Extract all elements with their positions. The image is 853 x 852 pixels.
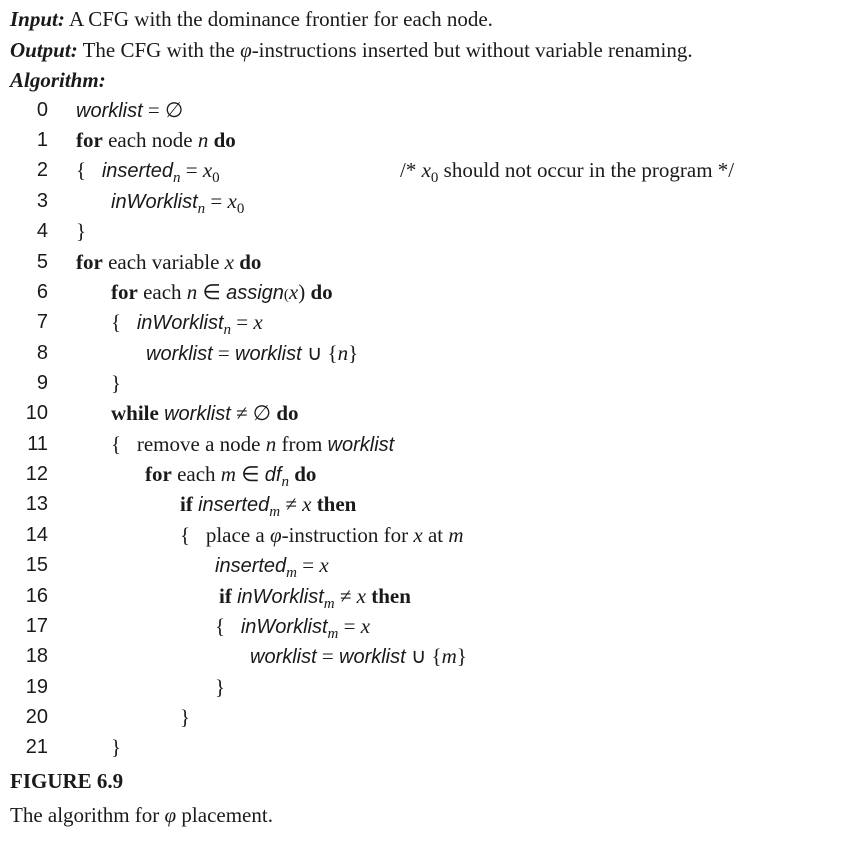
- code-line: for each m ∈ $df_n$ do: [145, 462, 317, 490]
- code-line: if inWorklist$_m$ ≠ x then: [219, 584, 411, 612]
- code-line: }: [180, 705, 191, 729]
- line-number: 12: [25, 463, 48, 485]
- code-line: for each node n do: [76, 128, 236, 152]
- code-line: { remove a node n from worklist: [111, 432, 395, 456]
- code-line: { inserted$_n$ = $x_0$: [76, 158, 220, 186]
- line-number: 0: [36, 99, 48, 121]
- input-text: A CFG with the dominance frontier for each node.: [68, 7, 493, 31]
- code-line: while worklist ≠ ∅ do: [111, 401, 299, 425]
- code-line: }: [76, 219, 87, 243]
- line-number: 13: [25, 493, 48, 515]
- code-line: }: [215, 675, 226, 699]
- code-line: worklist = worklist ∪ {m}: [250, 644, 467, 668]
- code-line: { inWorklist$_n$ = x: [111, 310, 263, 338]
- code-line: }: [111, 371, 122, 395]
- line-number: 8: [36, 342, 48, 364]
- code-line: worklist = ∅: [76, 98, 184, 122]
- line-number: 5: [36, 251, 48, 273]
- line-number: 18: [25, 645, 48, 667]
- line-number: 4: [36, 220, 48, 242]
- code-line: worklist = worklist ∪ {n}: [146, 341, 359, 365]
- figure-caption: The algorithm for φ placement.: [10, 803, 273, 827]
- code-line: { place a φ-instruction for x at m: [180, 523, 464, 547]
- line-number: 14: [25, 524, 48, 546]
- code-line: { inWorklist$_m$ = x: [215, 614, 371, 642]
- code-line: }: [111, 735, 122, 759]
- phi-symbol: φ: [269, 523, 282, 547]
- line-number: 19: [25, 676, 48, 698]
- line-number: 7: [36, 311, 48, 333]
- phi-symbol: φ: [240, 38, 252, 62]
- line-number: 10: [25, 402, 48, 424]
- line-number: 16: [25, 585, 48, 607]
- line-number: 6: [36, 281, 48, 303]
- code-line: inserted$_m$ = x: [215, 553, 329, 581]
- code-line: if inserted$_m$ ≠ x then: [180, 492, 357, 520]
- code-line: for each variable x do: [76, 250, 262, 274]
- line-number: 17: [25, 615, 48, 637]
- output-label: Output:: [10, 38, 78, 62]
- input-line: [10, 6, 493, 32]
- line-number: 20: [25, 706, 48, 728]
- line-number: 15: [25, 554, 48, 576]
- algorithm-heading: [10, 67, 106, 93]
- algorithm-label: Algorithm:: [10, 68, 106, 92]
- comment: /* $x_0$ should not occur in the program */: [400, 158, 735, 186]
- output-line: Output: The CFG with the φ-instructions inserted but without variable renaming.: [10, 38, 693, 62]
- code-line: inWorklist$_n$ = $x_0$: [111, 189, 245, 217]
- figure-label: FIGURE 6.9: [10, 769, 124, 793]
- input-label: Input:: [10, 7, 65, 31]
- line-number: 9: [36, 372, 48, 394]
- line-number: 1: [36, 129, 48, 151]
- phi-symbol: φ: [164, 803, 177, 827]
- line-number: 2: [36, 159, 48, 181]
- line-number: 11: [27, 433, 48, 455]
- line-number: 3: [36, 190, 48, 212]
- code-line: for each n ∈ assign(x) do: [111, 280, 333, 304]
- line-number: 21: [25, 736, 48, 758]
